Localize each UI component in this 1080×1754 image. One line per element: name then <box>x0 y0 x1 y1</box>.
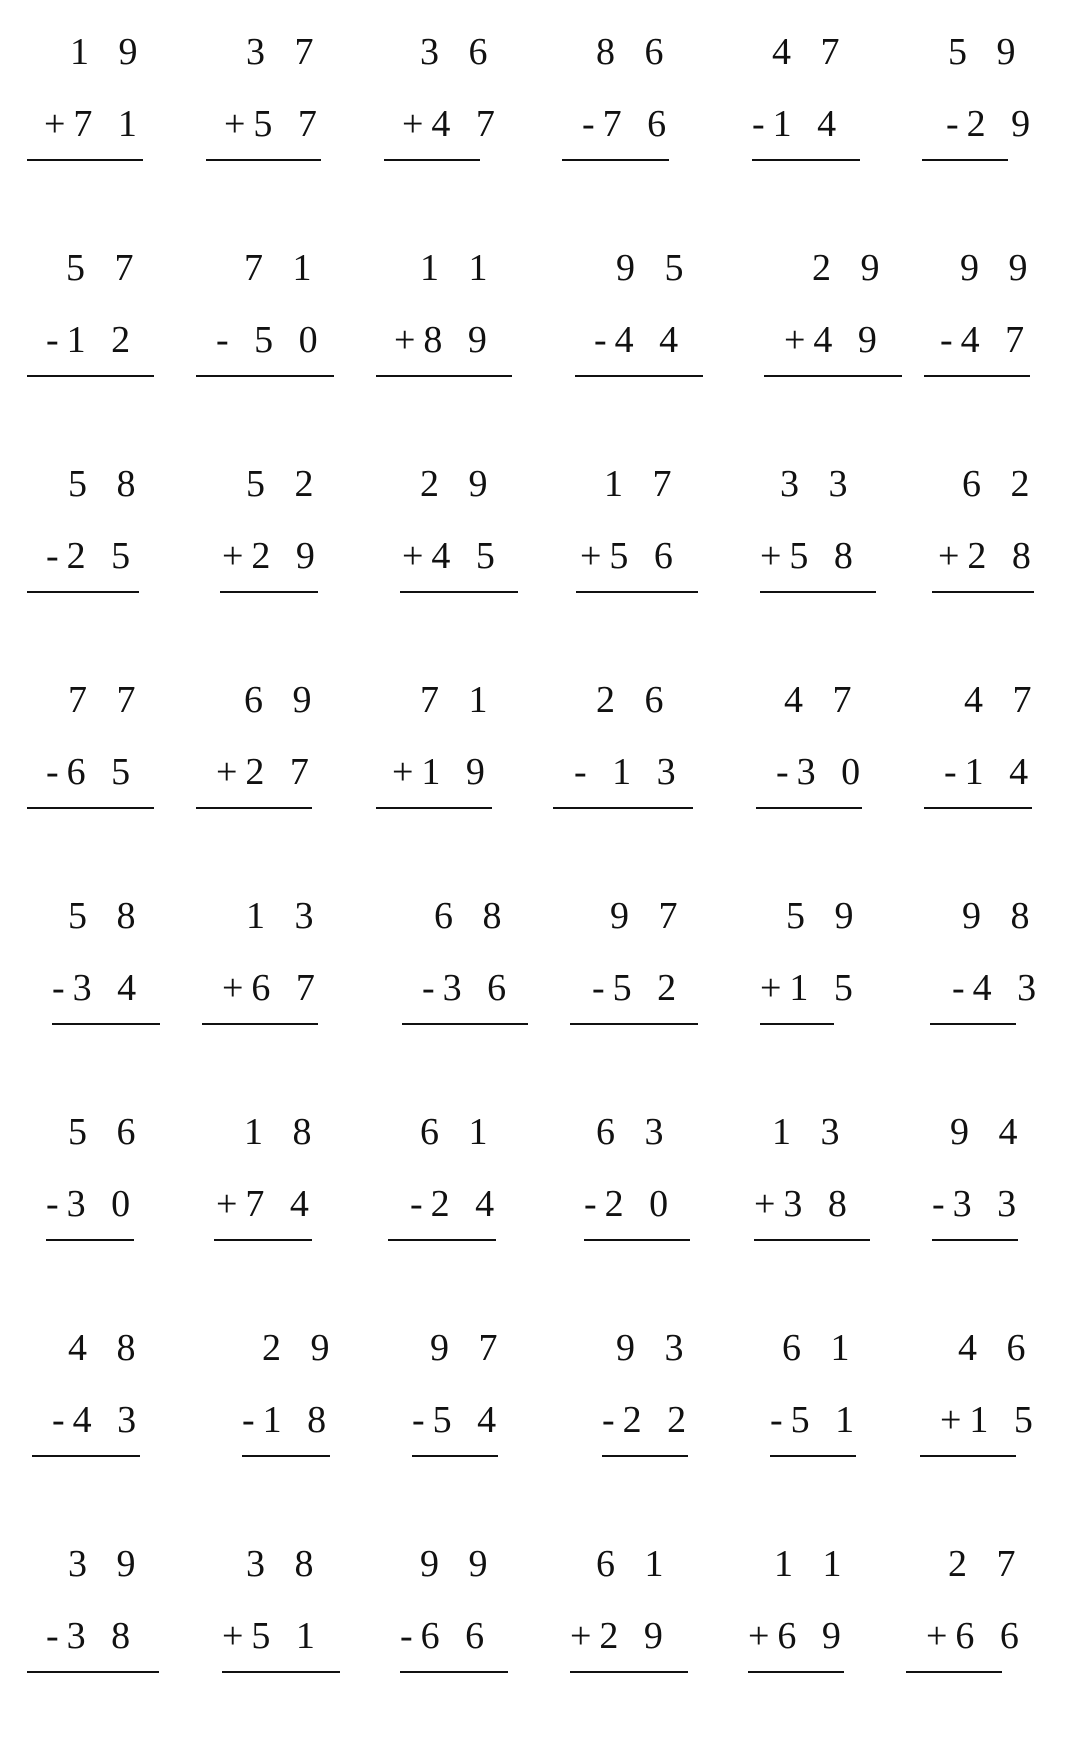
bottom-operand: -5 1 <box>770 1399 863 1441</box>
answer-line <box>760 1023 834 1025</box>
bottom-operand: -1 2 <box>46 319 139 361</box>
top-number: 9 3 <box>616 1327 694 1369</box>
bottom-operand: +3 8 <box>754 1183 855 1225</box>
answer-line <box>932 1239 1018 1241</box>
top-number: 5 8 <box>68 463 146 505</box>
problem <box>0 1110 1080 1230</box>
answer-line <box>756 807 862 809</box>
top-number: 7 1 <box>420 679 498 721</box>
bottom-operand: - 1 3 <box>574 751 684 793</box>
top-number: 9 4 <box>950 1111 1028 1153</box>
bottom-operand: -3 4 <box>52 967 145 1009</box>
answer-line <box>764 375 902 377</box>
bottom-operand: -1 4 <box>944 751 1037 793</box>
answer-line <box>196 807 312 809</box>
top-number: 2 6 <box>596 679 674 721</box>
top-number: 1 1 <box>774 1543 852 1585</box>
bottom-operand: -6 6 <box>400 1615 493 1657</box>
problem <box>0 462 1080 582</box>
answer-line <box>376 807 492 809</box>
bottom-operand: +7 1 <box>44 103 145 145</box>
bottom-operand: -3 0 <box>46 1183 139 1225</box>
bottom-operand: -4 3 <box>952 967 1045 1009</box>
bottom-operand: -4 7 <box>940 319 1033 361</box>
answer-line <box>400 1671 508 1673</box>
top-number: 1 8 <box>244 1111 322 1153</box>
bottom-operand: -5 4 <box>412 1399 505 1441</box>
top-number: 4 7 <box>964 679 1042 721</box>
top-number: 6 9 <box>244 679 322 721</box>
bottom-operand: -2 5 <box>46 535 139 577</box>
answer-line <box>562 159 669 161</box>
bottom-operand: -5 2 <box>592 967 685 1009</box>
answer-line <box>376 375 512 377</box>
top-number: 1 9 <box>70 31 148 73</box>
answer-line <box>584 1239 690 1241</box>
answer-line <box>222 1671 340 1673</box>
top-number: 3 7 <box>246 31 324 73</box>
top-number: 4 8 <box>68 1327 146 1369</box>
bottom-operand: +4 9 <box>784 319 885 361</box>
answer-line <box>196 375 334 377</box>
answer-line <box>27 375 154 377</box>
answer-line <box>27 1671 159 1673</box>
bottom-operand: -7 6 <box>582 103 675 145</box>
bottom-operand: +2 7 <box>216 751 317 793</box>
answer-line <box>930 1023 1016 1025</box>
answer-line <box>576 591 698 593</box>
top-number: 2 7 <box>948 1543 1026 1585</box>
top-number: 4 7 <box>784 679 862 721</box>
top-number: 3 8 <box>246 1543 324 1585</box>
answer-line <box>27 807 154 809</box>
bottom-operand: +4 7 <box>402 103 503 145</box>
answer-line <box>242 1455 330 1457</box>
bottom-operand: - 5 0 <box>216 319 326 361</box>
bottom-operand: -4 3 <box>52 1399 145 1441</box>
answer-line <box>402 1023 528 1025</box>
top-number: 9 7 <box>610 895 688 937</box>
answer-line <box>906 1671 1002 1673</box>
top-number: 8 6 <box>596 31 674 73</box>
bottom-operand: -1 4 <box>752 103 845 145</box>
answer-line <box>570 1671 688 1673</box>
top-number: 1 1 <box>420 247 498 289</box>
answer-line <box>922 159 1008 161</box>
top-number: 9 9 <box>960 247 1038 289</box>
answer-line <box>760 591 876 593</box>
answer-line <box>575 375 703 377</box>
top-number: 5 6 <box>68 1111 146 1153</box>
answer-line <box>752 159 860 161</box>
top-number: 5 2 <box>246 463 324 505</box>
bottom-operand: +5 7 <box>224 103 325 145</box>
top-number: 9 9 <box>420 1543 498 1585</box>
bottom-operand: +6 6 <box>926 1615 1027 1657</box>
answer-line <box>924 375 1030 377</box>
top-number: 5 7 <box>66 247 144 289</box>
top-number: 9 8 <box>962 895 1040 937</box>
bottom-operand: +4 5 <box>402 535 503 577</box>
problem <box>0 246 1080 366</box>
bottom-operand: +5 1 <box>222 1615 323 1657</box>
top-number: 6 1 <box>596 1543 674 1585</box>
answer-line <box>754 1239 870 1241</box>
problem <box>0 1542 1080 1662</box>
answer-line <box>32 1455 140 1457</box>
answer-line <box>602 1455 688 1457</box>
bottom-operand: +2 9 <box>222 535 323 577</box>
answer-line <box>570 1023 698 1025</box>
top-number: 3 9 <box>68 1543 146 1585</box>
bottom-operand: +6 9 <box>748 1615 849 1657</box>
bottom-operand: +6 7 <box>222 967 323 1009</box>
answer-line <box>206 159 321 161</box>
answer-line <box>770 1455 856 1457</box>
bottom-operand: -1 8 <box>242 1399 335 1441</box>
top-number: 2 9 <box>420 463 498 505</box>
answer-line <box>384 159 480 161</box>
problem <box>0 30 1080 150</box>
top-number: 6 8 <box>434 895 512 937</box>
bottom-operand: +1 9 <box>392 751 493 793</box>
bottom-operand: +2 9 <box>570 1615 671 1657</box>
top-number: 1 3 <box>772 1111 850 1153</box>
answer-line <box>920 1455 1016 1457</box>
top-number: 2 9 <box>812 247 890 289</box>
bottom-operand: +8 9 <box>394 319 495 361</box>
top-number: 4 7 <box>772 31 850 73</box>
top-number: 1 7 <box>604 463 682 505</box>
problem <box>0 678 1080 798</box>
top-number: 9 5 <box>616 247 694 289</box>
answer-line <box>553 807 693 809</box>
bottom-operand: -3 0 <box>776 751 869 793</box>
top-number: 7 7 <box>68 679 146 721</box>
top-number: 3 6 <box>420 31 498 73</box>
bottom-operand: -4 4 <box>594 319 687 361</box>
answer-line <box>412 1455 498 1457</box>
bottom-operand: +5 6 <box>580 535 681 577</box>
top-number: 5 9 <box>786 895 864 937</box>
answer-line <box>400 591 518 593</box>
answer-line <box>214 1239 312 1241</box>
bottom-operand: +1 5 <box>760 967 861 1009</box>
problem <box>0 894 1080 1014</box>
answer-line <box>52 1023 160 1025</box>
bottom-operand: +1 5 <box>940 1399 1041 1441</box>
answer-line <box>202 1023 318 1025</box>
top-number: 3 3 <box>780 463 858 505</box>
top-number: 2 9 <box>262 1327 340 1369</box>
bottom-operand: +7 4 <box>216 1183 317 1225</box>
answer-line <box>27 591 139 593</box>
bottom-operand: -3 6 <box>422 967 515 1009</box>
top-number: 1 3 <box>246 895 324 937</box>
bottom-operand: -6 5 <box>46 751 139 793</box>
answer-line <box>27 159 143 161</box>
top-number: 6 2 <box>962 463 1040 505</box>
answer-line <box>46 1239 134 1241</box>
bottom-operand: -2 0 <box>584 1183 677 1225</box>
top-number: 7 1 <box>244 247 322 289</box>
bottom-operand: +5 8 <box>760 535 861 577</box>
answer-line <box>220 591 318 593</box>
bottom-operand: -2 4 <box>410 1183 503 1225</box>
problem <box>0 1326 1080 1446</box>
top-number: 6 1 <box>782 1327 860 1369</box>
answer-line <box>748 1671 844 1673</box>
top-number: 6 1 <box>420 1111 498 1153</box>
bottom-operand: -3 3 <box>932 1183 1025 1225</box>
answer-line <box>932 591 1034 593</box>
bottom-operand: -2 9 <box>946 103 1039 145</box>
bottom-operand: +2 8 <box>938 535 1039 577</box>
bottom-operand: -3 8 <box>46 1615 139 1657</box>
top-number: 6 3 <box>596 1111 674 1153</box>
top-number: 4 6 <box>958 1327 1036 1369</box>
top-number: 5 9 <box>948 31 1026 73</box>
top-number: 9 7 <box>430 1327 508 1369</box>
answer-line <box>924 807 1032 809</box>
top-number: 5 8 <box>68 895 146 937</box>
bottom-operand: -2 2 <box>602 1399 695 1441</box>
answer-line <box>388 1239 496 1241</box>
